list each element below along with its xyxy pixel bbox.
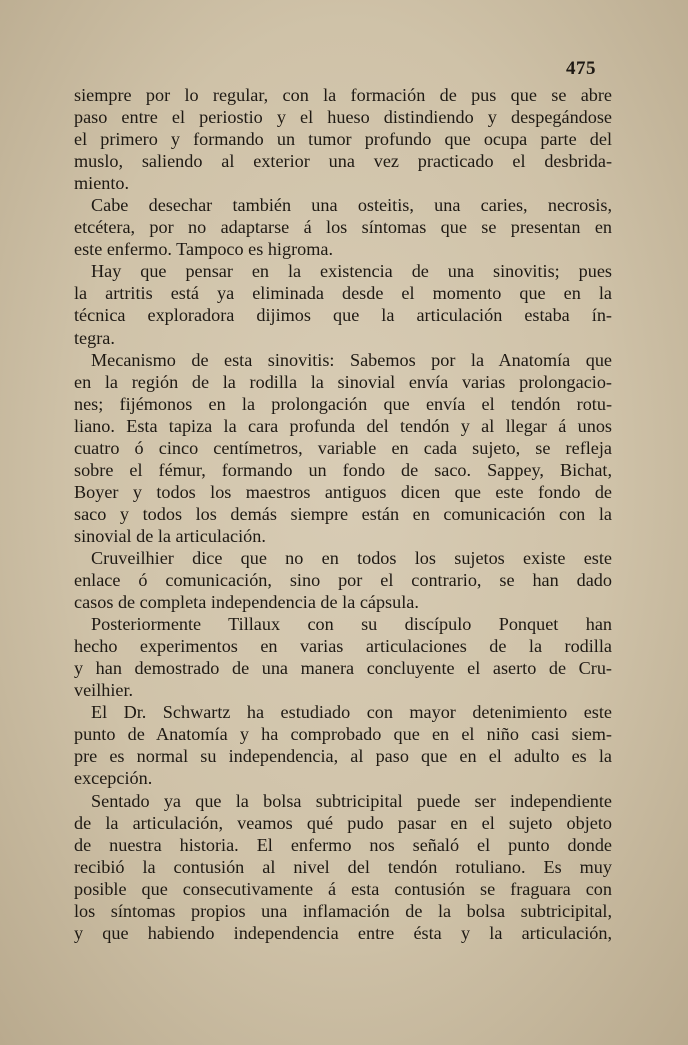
text-line: Boyer y todos los maestros antiguos dicen que este fondo de — [74, 481, 612, 502]
text-line: cuatro ó cinco centímetros, variable en cada sujeto, se refleja — [74, 437, 612, 458]
text-line: la artritis está ya eliminada desde el momento que en la — [74, 283, 612, 304]
paragraph — [74, 84, 612, 194]
text-line: El Dr. Schwartz ha estudiado con mayor detenimiento este — [91, 702, 612, 723]
paragraph — [74, 790, 612, 944]
text-line: de nuestra historia. El enfermo nos señaló el punto donde — [74, 834, 612, 855]
text-line: Cabe desechar también una osteitis, una caries, necrosis, — [91, 195, 612, 216]
text-line: casos de completa independencia de la cápsula. — [74, 592, 419, 613]
paragraph — [74, 547, 612, 613]
text-line: paso entre el periostio y el hueso distindiendo y despegándose — [74, 107, 612, 128]
text-line: Sentado ya que la bolsa subtricipital puede ser independiente — [91, 790, 612, 811]
text-line: siempre por lo regular, con la formación de pus que se abre — [74, 85, 612, 105]
text-line: punto de Anatomía y ha comprobado que en el niño casi siem- — [74, 724, 612, 745]
page-number: 475 — [566, 58, 596, 79]
text-line: este enfermo. Tampoco es higroma. — [74, 239, 333, 260]
text-line: tegra. — [74, 327, 115, 348]
text-line: Posteriormente Tillaux con su discípulo Ponquet han — [91, 614, 612, 635]
text-line: liano. Esta tapiza la cara profunda del tendón y al llegar á unos — [74, 415, 612, 436]
text-line: recibió la contusión al nivel del tendón rotuliano. Es muy — [74, 856, 612, 877]
text-line: hecho experimentos en varias articulaciones de la rodilla — [74, 636, 612, 657]
text-line: posible que consecutivamente á esta contusión se fraguara con — [74, 878, 612, 899]
paragraph — [74, 613, 612, 701]
text-line: de la articulación, veamos qué pudo pasar en el sujeto objeto — [74, 812, 612, 833]
text-line: Cruveilhier dice que no en todos los sujetos existe este — [91, 547, 612, 568]
paragraph — [74, 194, 612, 260]
text-line: enlace ó comunicación, sino por el contrario, se han dado — [74, 570, 612, 591]
body-text — [74, 84, 612, 944]
text-line: técnica exploradora dijimos que la articulación estaba ín- — [74, 305, 612, 326]
text-line: sobre el fémur, formando un fondo de saco. Sappey, Bichat, — [74, 459, 612, 480]
text-line: nes; fijémonos en la prolongación que envía el tendón rotu- — [74, 393, 612, 414]
text-line: Hay que pensar en la existencia de una sinovitis; pues — [91, 261, 612, 282]
text-line: los síntomas propios una inflamación de la bolsa subtricipital, — [74, 900, 612, 921]
text-line: veilhier. — [74, 680, 134, 701]
paragraph — [74, 260, 612, 348]
text-line: el primero y formando un tumor profundo que ocupa parte del — [74, 129, 612, 150]
text-line: y han demostrado de una manera concluyente el aserto de Cru- — [74, 658, 612, 679]
paragraph — [74, 701, 612, 789]
text-line: saco y todos los demás siempre están en comunicación con la — [74, 503, 612, 524]
text-line: Mecanismo de esta sinovitis: Sabemos por la Anatomía que — [91, 349, 612, 370]
text-line: pre es normal su independencia, al paso que en el adulto es la — [74, 746, 612, 767]
text-line: y que habiendo independencia entre ésta y la articulación, — [74, 922, 612, 943]
paragraph — [74, 349, 612, 547]
text-line: miento. — [74, 173, 130, 194]
text-line: etcétera, por no adaptarse á los síntomas que se presentan en — [74, 217, 612, 238]
text-line: en la región de la rodilla la sinovial envía varias prolongacio- — [74, 371, 612, 392]
text-line: excepción. — [74, 768, 153, 789]
text-line: muslo, saliendo al exterior una vez practicado el desbrida- — [74, 151, 612, 172]
text-line: sinovial de la articulación. — [74, 525, 266, 546]
